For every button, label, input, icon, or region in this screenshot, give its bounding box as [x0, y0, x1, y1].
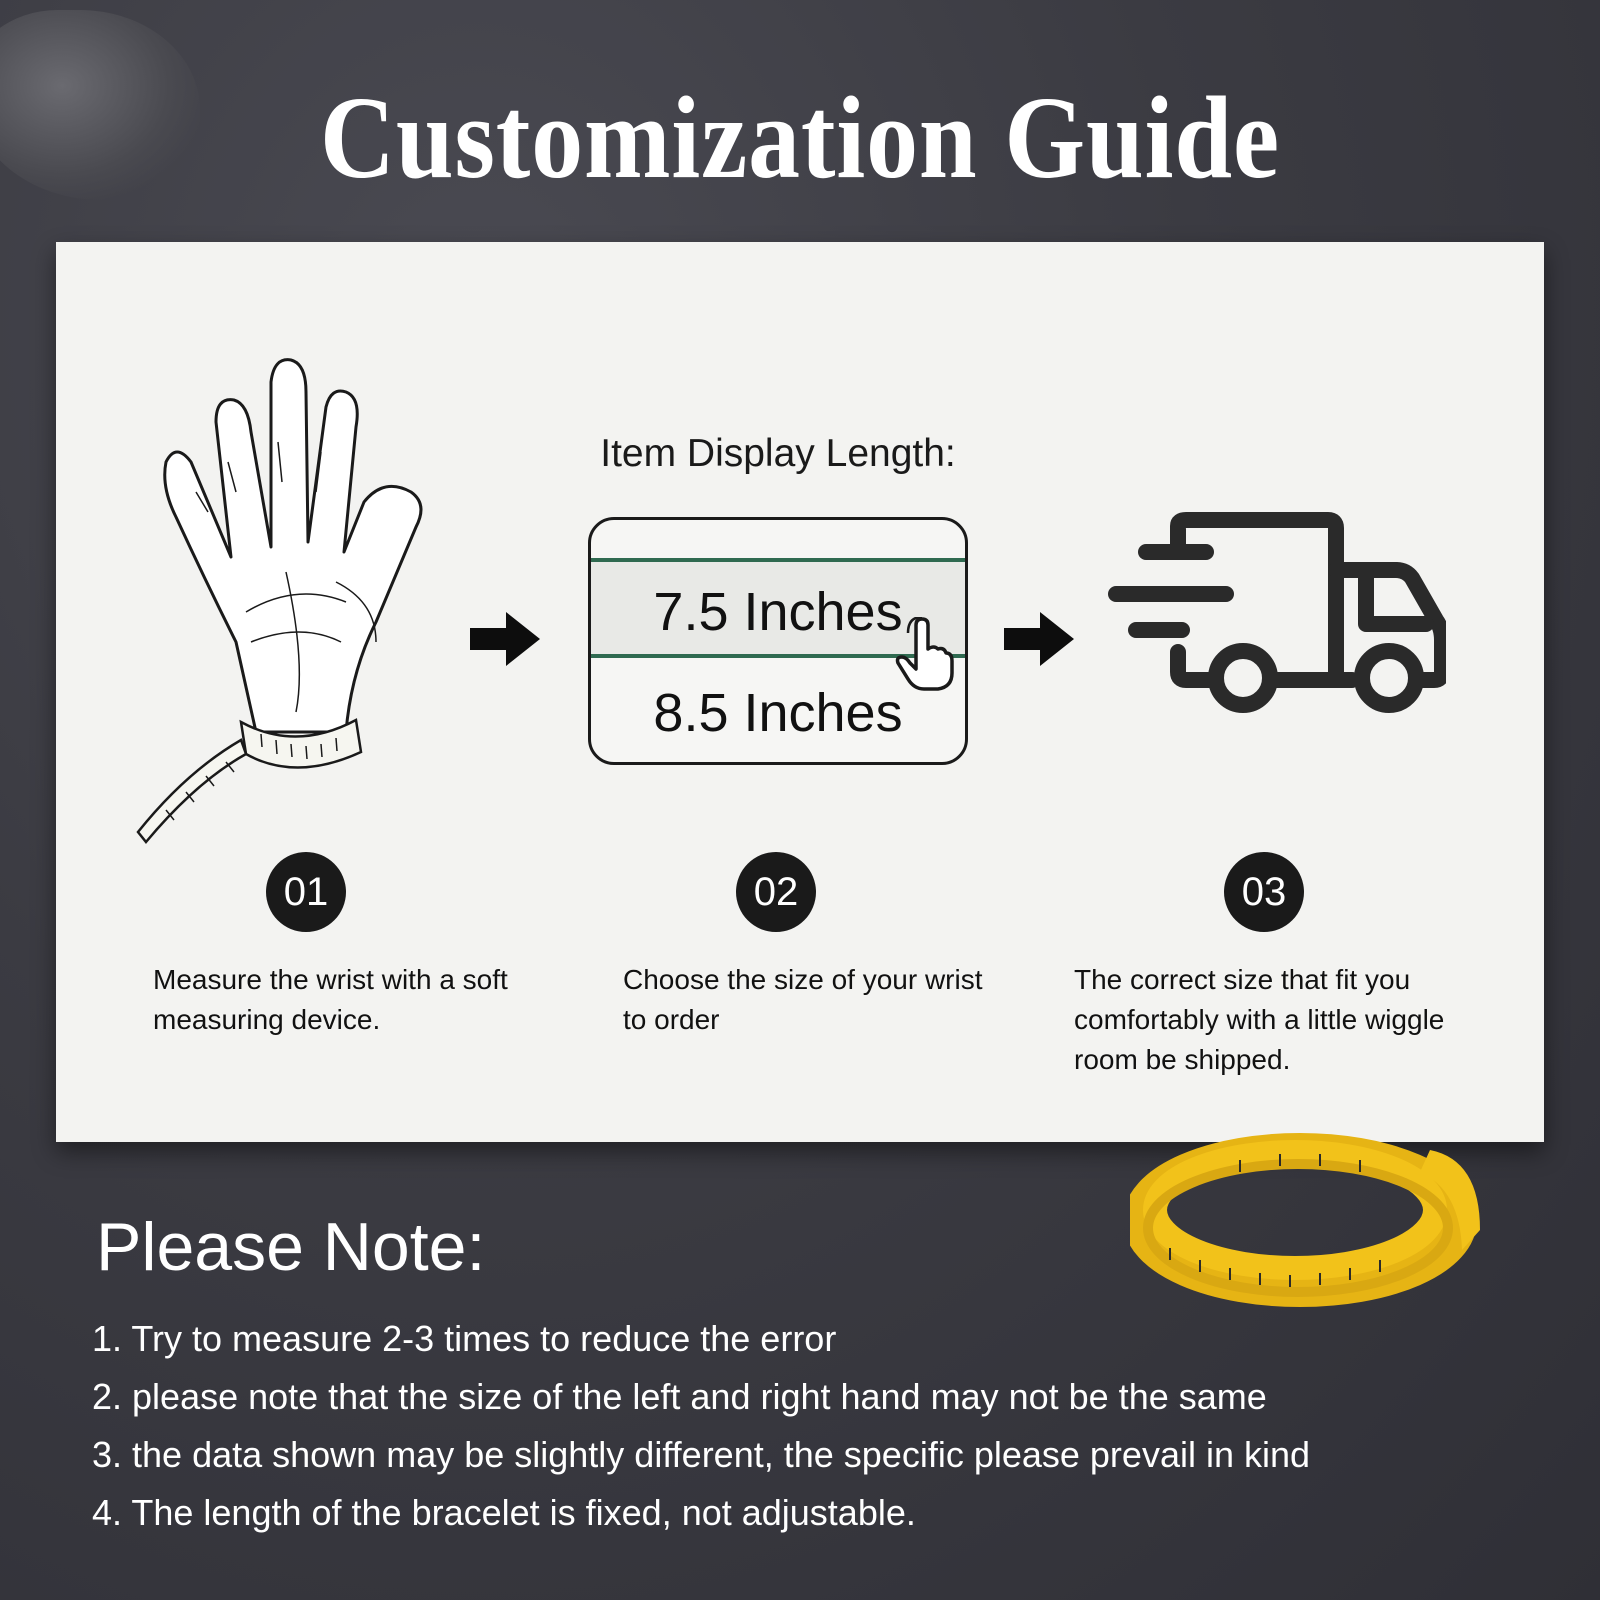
- step-2-badge: 02: [736, 852, 816, 932]
- hand-with-measuring-tape-icon: [136, 342, 456, 862]
- pointing-hand-cursor-icon: [894, 617, 956, 691]
- measuring-tape-icon: [1130, 1110, 1500, 1330]
- length-option-8-5[interactable]: 8.5 Inches: [653, 683, 903, 743]
- notes-list: [92, 1310, 1310, 1542]
- right-arrow-icon: [470, 612, 540, 666]
- step-2-text: Choose the size of your wrist to order: [623, 964, 983, 1035]
- please-note-heading: Please Note:: [96, 1209, 486, 1285]
- step-3-badge: 03: [1224, 852, 1304, 932]
- note-item-2: 2. please note that the size of the left and right hand may not be the same: [92, 1376, 1267, 1417]
- guide-panel: [56, 242, 1544, 1142]
- step-3-text: The correct size that fit you comfortably with a little wiggle room be shipped.: [1074, 964, 1445, 1075]
- step-1-badge: 01: [266, 852, 346, 932]
- delivery-truck-icon: [1106, 512, 1446, 722]
- note-item-4: 4. The length of the bracelet is fixed, not adjustable.: [92, 1492, 916, 1533]
- note-item-3: 3. the data shown may be slightly different, the specific please prevail in kind: [92, 1434, 1311, 1475]
- page-title: Customization Guide: [319, 72, 1280, 203]
- item-display-length-label: Item Display Length:: [600, 432, 956, 475]
- length-option-7-5[interactable]: 7.5 Inches: [591, 558, 965, 658]
- right-arrow-icon: [1004, 612, 1074, 666]
- step-1-text: Measure the wrist with a soft measuring device.: [153, 964, 508, 1035]
- note-item-1: 1. Try to measure 2-3 times to reduce the error: [92, 1318, 837, 1359]
